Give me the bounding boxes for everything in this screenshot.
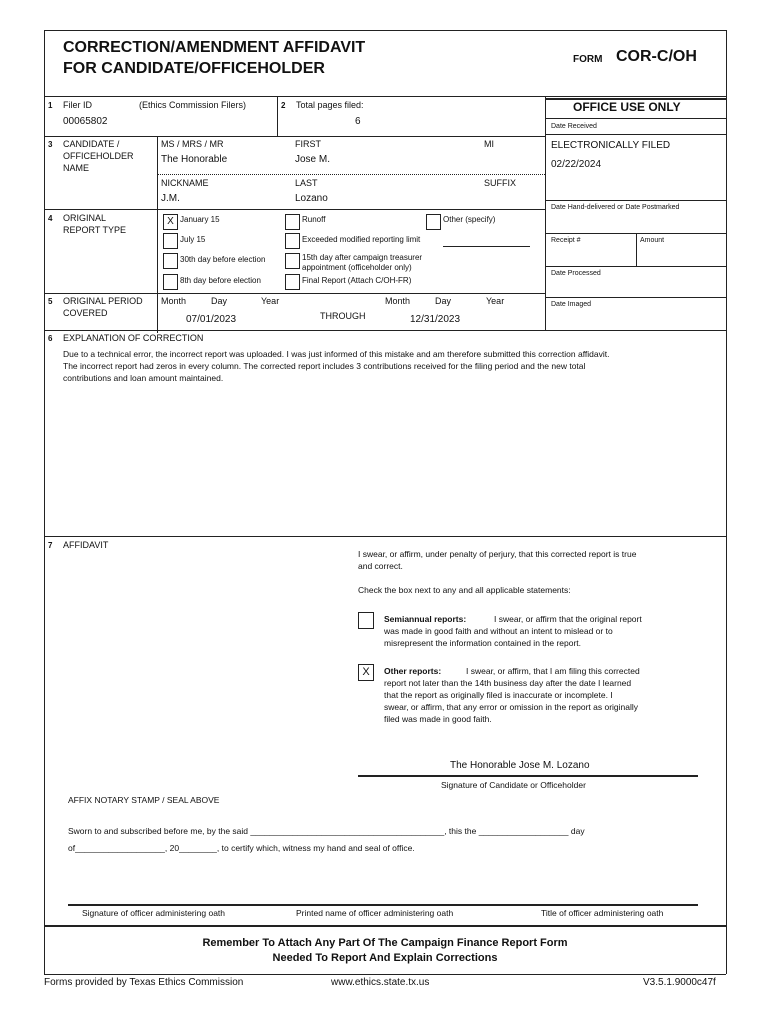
first-label: FIRST	[295, 139, 321, 149]
name-label-2: OFFICEHOLDER	[63, 151, 134, 161]
day30-checkbox[interactable]	[163, 253, 178, 269]
form-title-line1: CORRECTION/AMENDMENT AFFIDAVIT	[63, 39, 366, 56]
day15-label-1: 15th day after campaign treasurer	[302, 253, 423, 262]
other-reports-line-1: I swear, or affirm, that I am filing this corrected	[466, 666, 640, 676]
sworn-line-2: of___________________, 20________, to certify which, witness my hand and seal of office.	[68, 843, 415, 853]
notary-stamp-label: AFFIX NOTARY STAMP / SEAL ABOVE	[68, 795, 220, 805]
report-type-label-1: ORIGINAL	[63, 213, 107, 223]
semiannual-line-2: was made in good faith and without an intent to mislead or to	[384, 626, 613, 636]
explanation-label: EXPLANATION OF CORRECTION	[63, 333, 204, 343]
july15-label: July 15	[180, 235, 206, 244]
july15-checkbox[interactable]	[163, 233, 178, 249]
day8-checkbox[interactable]	[163, 274, 178, 290]
footer-version: V3.5.1.9000c47f	[643, 977, 716, 988]
section-5-num: 5	[48, 297, 53, 306]
officer-title-caption: Title of officer administering oath	[541, 908, 664, 918]
other-specify-line[interactable]	[443, 246, 530, 247]
other-reports-line-2: report not later than the 14th business day after the date I learned	[384, 678, 632, 688]
semiannual-checkbox[interactable]	[358, 612, 374, 629]
amount-label: Amount	[640, 237, 665, 244]
total-pages-value[interactable]: 6	[355, 116, 361, 127]
prefix-label: MS / MRS / MR	[161, 139, 224, 149]
day15-label-2: appointment (officeholder only)	[302, 263, 412, 272]
report-type-label-2: REPORT TYPE	[63, 225, 127, 235]
prefix-value[interactable]: The Honorable	[161, 154, 228, 165]
form-prefix: FORM	[573, 54, 603, 65]
suffix-label: SUFFIX	[484, 178, 517, 188]
section-4-num: 4	[48, 214, 53, 223]
swear-line-1: I swear, or affirm, under penalty of perjury, that this corrected report is true	[358, 549, 637, 559]
first-value[interactable]: Jose M.	[295, 154, 331, 165]
final-report-checkbox[interactable]	[285, 274, 300, 290]
exceeded-checkbox[interactable]	[285, 233, 300, 249]
explanation-line-1[interactable]: Due to a technical error, the incorrect report was uploaded. I was just informed of this mistake and am therefore submitted this correction affidavit.	[63, 349, 610, 359]
office-use-title: OFFICE USE ONLY	[573, 100, 681, 114]
hand-delivered-label: Date Hand-delivered or Date Postmarked	[551, 204, 680, 211]
reminder-line-1: Remember To Attach Any Part Of The Campaign Finance Report Form	[202, 937, 568, 949]
start-year-label: Year	[261, 296, 280, 306]
exceeded-label: Exceeded modified reporting limit	[302, 235, 421, 244]
other-label: Other (specify)	[443, 215, 496, 224]
officer-printed-name-caption: Printed name of officer administering oath	[296, 908, 454, 918]
other-reports-line-3: that the report as originally filed is inaccurate or incomplete. I	[384, 690, 613, 700]
period-start[interactable]: 07/01/2023	[186, 314, 237, 325]
other-reports-line-4: swear, or affirm, that any error or omission in the report as originally	[384, 702, 639, 712]
sworn-line-1: Sworn to and subscribed before me, by the said _________________________________________, this the ___________________ day	[68, 826, 585, 836]
candidate-signature[interactable]: The Honorable Jose M. Lozano	[450, 760, 590, 771]
start-month-label: Month	[161, 296, 187, 306]
explanation-line-3[interactable]: contributions and loan amount maintained.	[63, 373, 224, 383]
footer-url[interactable]: www.ethics.state.tx.us	[331, 977, 430, 988]
day15-checkbox[interactable]	[285, 253, 300, 269]
last-label: LAST	[295, 178, 318, 188]
period-label-1: ORIGINAL PERIOD	[63, 296, 143, 306]
semiannual-line-1: I swear, or affirm that the original report	[494, 614, 642, 624]
affidavit-label: AFFIDAVIT	[63, 540, 109, 550]
final-report-label: Final Report (Attach C/OH-FR)	[302, 276, 412, 285]
other-reports-checkbox[interactable]: X	[358, 664, 374, 681]
form-title-line2: FOR CANDIDATE/OFFICEHOLDER	[63, 60, 325, 77]
electronically-filed: ELECTRONICALLY FILED	[551, 140, 671, 151]
swear-line-2: and correct.	[358, 561, 403, 571]
semiannual-line-3: misrepresent the information contained in the report.	[384, 638, 582, 648]
filer-id-label: Filer ID	[63, 100, 92, 110]
nickname-value[interactable]: J.M.	[161, 193, 180, 204]
date-imaged-label: Date Imaged	[551, 301, 592, 308]
section-1-num: 1	[48, 101, 53, 110]
filer-id-value[interactable]: 00065802	[63, 116, 108, 127]
filed-date: 02/22/2024	[551, 159, 602, 170]
filer-id-sublabel: (Ethics Commission Filers)	[139, 100, 247, 110]
name-label-1: CANDIDATE /	[63, 139, 120, 149]
day30-label: 30th day before election	[180, 255, 266, 264]
date-received-label: Date Received	[551, 123, 597, 130]
jan15-label: January 15	[180, 215, 220, 224]
other-checkbox[interactable]	[426, 214, 441, 230]
receipt-label: Receipt #	[551, 237, 581, 244]
other-reports-line-5: filed was made in good faith.	[384, 714, 492, 724]
start-day-label: Day	[211, 296, 228, 306]
check-instructions: Check the box next to any and all applicable statements:	[358, 585, 571, 595]
runoff-label: Runoff	[302, 215, 326, 224]
signature-caption: Signature of Candidate or Officeholder	[441, 780, 586, 790]
jan15-checkbox[interactable]: X	[163, 214, 178, 230]
runoff-checkbox[interactable]	[285, 214, 300, 230]
footer-provider: Forms provided by Texas Ethics Commission	[44, 977, 244, 988]
explanation-line-2[interactable]: The incorrect report had zeros in every column. The corrected report includes 3 contributions received for the filing period and the new total	[63, 361, 586, 371]
through-label: THROUGH	[320, 311, 366, 321]
end-year-label: Year	[486, 296, 505, 306]
date-processed-label: Date Processed	[551, 270, 601, 277]
section-3-num: 3	[48, 140, 53, 149]
period-label-2: COVERED	[63, 308, 108, 318]
reminder-line-2: Needed To Report And Explain Corrections	[272, 952, 498, 964]
officer-signature-caption: Signature of officer administering oath	[82, 908, 226, 918]
section-7-num: 7	[48, 541, 53, 550]
form-code: COR-C/OH	[616, 48, 697, 65]
section-6-num: 6	[48, 334, 53, 343]
last-value[interactable]: Lozano	[295, 193, 328, 204]
period-end[interactable]: 12/31/2023	[410, 314, 461, 325]
nickname-label: NICKNAME	[161, 178, 209, 188]
total-pages-label: Total pages filed:	[296, 100, 364, 110]
mi-label: MI	[484, 139, 494, 149]
end-day-label: Day	[435, 296, 452, 306]
semiannual-title: Semiannual reports:	[384, 614, 467, 624]
other-reports-title: Other reports:	[384, 666, 442, 676]
section-2-num: 2	[281, 101, 286, 110]
day8-label: 8th day before election	[180, 276, 261, 285]
end-month-label: Month	[385, 296, 411, 306]
name-label-3: NAME	[63, 163, 90, 173]
